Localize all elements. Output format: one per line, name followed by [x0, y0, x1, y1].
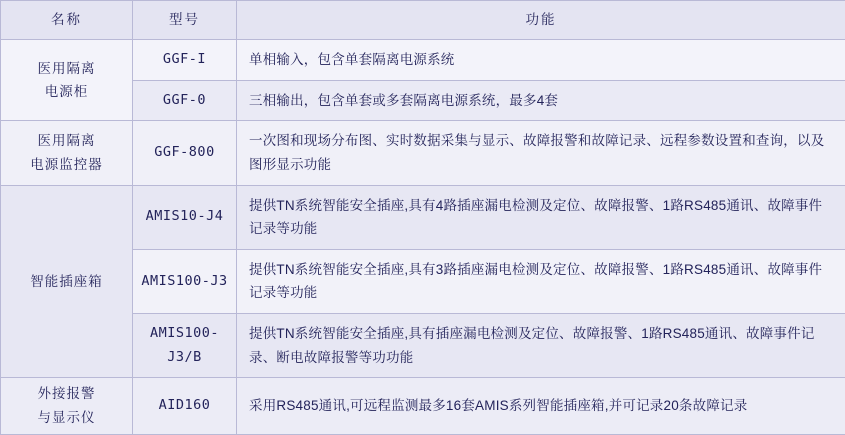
table-row	[1, 185, 845, 249]
cell-function: 提供TN系统智能安全插座,具有3路插座漏电检测及定位、故障报警、1路RS485通讯、故障事件记录等功能	[237, 249, 845, 313]
column-header-name: 名称	[1, 1, 133, 40]
cell-model: AMIS100-J3	[133, 249, 237, 313]
column-header-model: 型号	[133, 1, 237, 40]
cell-function: 单相输入，包含单套隔离电源系统	[237, 40, 845, 81]
cell-function: 提供TN系统智能安全插座,具有4路插座漏电检测及定位、故障报警、1路RS485通讯、故障事件记录等功能	[237, 185, 845, 249]
row-group-name-line: 智能插座箱	[7, 270, 126, 294]
table-row	[1, 378, 845, 434]
column-header-function: 功能	[237, 1, 845, 40]
row-group-name-line: 外接报警	[7, 382, 126, 406]
cell-function: 一次图和现场分布图、实时数据采集与显示、故障报警和故障记录、远程参数设置和查询，以及图形显示功能	[237, 121, 845, 185]
row-group-name	[1, 121, 133, 185]
row-group-name	[1, 40, 133, 121]
table-header-row	[1, 1, 845, 40]
cell-model: GGF-I	[133, 40, 237, 81]
cell-model: AMIS100-J3/B	[133, 314, 237, 378]
row-group-name-line: 电源监控器	[7, 153, 126, 177]
cell-function: 采用RS485通讯,可远程监测最多16套AMIS系列智能插座箱,并可记录20条故障记录	[237, 378, 845, 434]
row-group-name	[1, 378, 133, 434]
table-row	[1, 121, 845, 185]
row-group-name-line: 医用隔离	[7, 129, 126, 153]
cell-model: AID160	[133, 378, 237, 434]
cell-function: 提供TN系统智能安全插座,具有插座漏电检测及定位、故障报警、1路RS485通讯、故障事件记录、断电故障报警等功功能	[237, 314, 845, 378]
cell-function: 三相输出，包含单套或多套隔离电源系统，最多4套	[237, 80, 845, 121]
cell-model: AMIS10-J4	[133, 185, 237, 249]
row-group-name-line: 与显示仪	[7, 406, 126, 430]
cell-model: GGF-0	[133, 80, 237, 121]
row-group-name-line: 电源柜	[7, 80, 126, 104]
cell-model: GGF-800	[133, 121, 237, 185]
table-row	[1, 40, 845, 81]
row-group-name	[1, 185, 133, 378]
row-group-name-line: 医用隔离	[7, 57, 126, 81]
